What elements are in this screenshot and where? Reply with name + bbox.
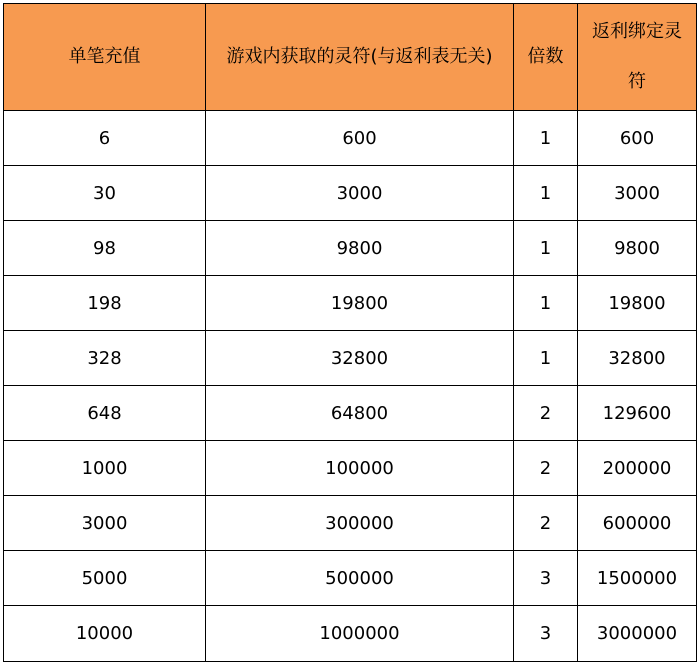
table-row — [4, 551, 697, 606]
cell-rebate: 200000 — [578, 441, 697, 496]
cell-lingfu: 3000 — [206, 166, 514, 221]
cell-recharge: 10000 — [4, 606, 206, 662]
header-row — [4, 4, 697, 111]
table-body — [4, 111, 697, 662]
cell-multiplier: 2 — [514, 496, 578, 551]
cell-rebate: 32800 — [578, 331, 697, 386]
cell-rebate: 9800 — [578, 221, 697, 276]
cell-lingfu: 600 — [206, 111, 514, 166]
cell-lingfu: 64800 — [206, 386, 514, 441]
cell-multiplier: 3 — [514, 606, 578, 662]
header-rebate-line2: 符 — [628, 71, 646, 92]
cell-multiplier: 2 — [514, 441, 578, 496]
cell-recharge: 6 — [4, 111, 206, 166]
table-row — [4, 111, 697, 166]
cell-multiplier: 1 — [514, 221, 578, 276]
cell-rebate: 600000 — [578, 496, 697, 551]
cell-recharge: 30 — [4, 166, 206, 221]
table-row — [4, 496, 697, 551]
table-header — [4, 4, 697, 111]
cell-multiplier: 1 — [514, 276, 578, 331]
cell-recharge: 328 — [4, 331, 206, 386]
table-row — [4, 441, 697, 496]
cell-lingfu: 100000 — [206, 441, 514, 496]
cell-rebate: 3000 — [578, 166, 697, 221]
cell-rebate: 600 — [578, 111, 697, 166]
cell-rebate: 129600 — [578, 386, 697, 441]
cell-recharge: 648 — [4, 386, 206, 441]
table-row — [4, 606, 697, 662]
cell-multiplier: 1 — [514, 111, 578, 166]
cell-lingfu: 32800 — [206, 331, 514, 386]
cell-recharge: 98 — [4, 221, 206, 276]
header-rebate-bound-lingfu — [578, 4, 697, 111]
cell-multiplier: 1 — [514, 331, 578, 386]
cell-recharge: 3000 — [4, 496, 206, 551]
cell-rebate: 3000000 — [578, 606, 697, 662]
cell-lingfu: 500000 — [206, 551, 514, 606]
header-rebate-line1: 返利绑定灵 — [592, 21, 682, 42]
rebate-table — [3, 3, 697, 662]
cell-multiplier: 1 — [514, 166, 578, 221]
table-row — [4, 276, 697, 331]
table-row — [4, 386, 697, 441]
table-row — [4, 221, 697, 276]
cell-rebate: 19800 — [578, 276, 697, 331]
cell-recharge: 5000 — [4, 551, 206, 606]
cell-lingfu: 9800 — [206, 221, 514, 276]
cell-lingfu: 19800 — [206, 276, 514, 331]
cell-recharge: 198 — [4, 276, 206, 331]
table-row — [4, 331, 697, 386]
cell-lingfu: 1000000 — [206, 606, 514, 662]
cell-recharge: 1000 — [4, 441, 206, 496]
table-row — [4, 166, 697, 221]
header-single-recharge: 单笔充值 — [4, 4, 206, 111]
header-in-game-lingfu: 游戏内获取的灵符(与返利表无关) — [206, 4, 514, 111]
cell-lingfu: 300000 — [206, 496, 514, 551]
cell-multiplier: 2 — [514, 386, 578, 441]
header-multiplier: 倍数 — [514, 4, 578, 111]
cell-rebate: 1500000 — [578, 551, 697, 606]
cell-multiplier: 3 — [514, 551, 578, 606]
